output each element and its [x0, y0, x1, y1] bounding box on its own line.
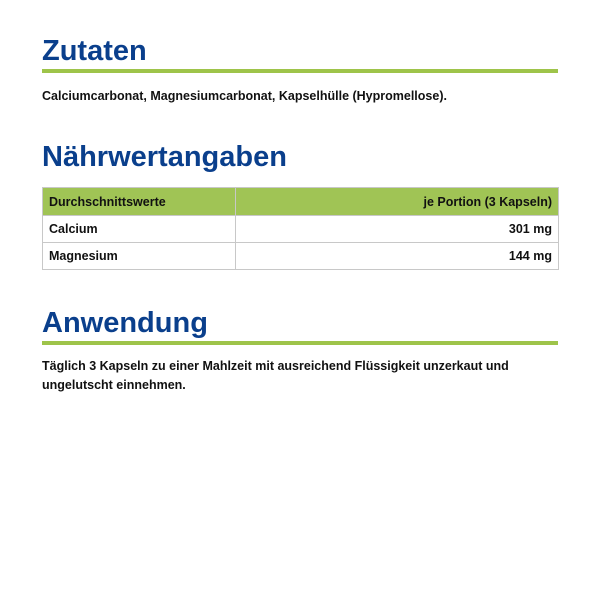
column-header-average: Durchschnittswerte [43, 188, 236, 216]
naehrwerte-heading: Nährwertangaben [42, 141, 287, 173]
table-row [43, 243, 559, 270]
nutrient-value: 301 mg [236, 216, 559, 243]
nutrition-table [42, 187, 559, 270]
nutrient-name: Magnesium [43, 243, 236, 270]
table-header-row [43, 188, 559, 216]
zutaten-text: Calciumcarbonat, Magnesiumcarbonat, Kapselhülle (Hypromellose). [42, 89, 447, 103]
column-header-per-portion: je Portion (3 Kapseln) [236, 188, 559, 216]
anwendung-divider [42, 341, 558, 345]
nutrient-name: Calcium [43, 216, 236, 243]
nutrient-value: 144 mg [236, 243, 559, 270]
anwendung-text: Täglich 3 Kapseln zu einer Mahlzeit mit ausreichend Flüssigkeit unzerkaut und ungelutscht einnehmen. [42, 359, 509, 392]
zutaten-heading: Zutaten [42, 35, 147, 67]
anwendung-heading: Anwendung [42, 307, 208, 339]
table-row [43, 216, 559, 243]
zutaten-divider [42, 69, 558, 73]
